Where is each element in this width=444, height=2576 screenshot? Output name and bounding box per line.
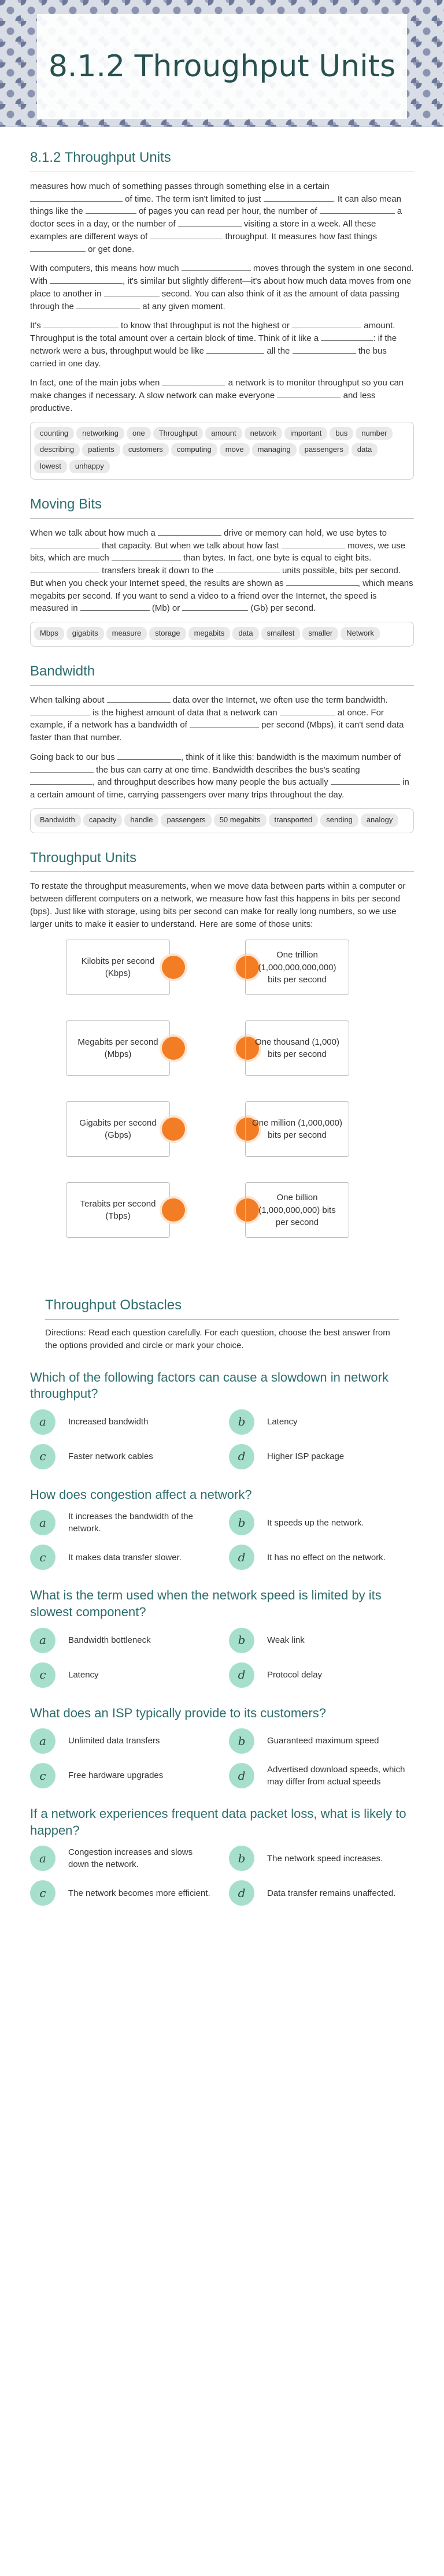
word-chip[interactable]: transported: [269, 814, 319, 827]
paragraph-text: When talking about: [30, 695, 107, 705]
paragraph-text: of time. The term isn't limited to just: [123, 194, 264, 204]
option-letter-badge[interactable]: c: [30, 1880, 56, 1906]
answer-blank[interactable]: [158, 528, 221, 536]
option-letter-badge[interactable]: a: [30, 1510, 56, 1535]
section-heading: Throughput Units: [30, 848, 414, 873]
answer-blank[interactable]: [293, 346, 356, 354]
quiz-section: [30, 1261, 414, 1923]
word-chip[interactable]: Mbps: [34, 627, 64, 640]
answer-blank[interactable]: [76, 301, 140, 309]
answer-options: [30, 1846, 414, 1906]
word-chip[interactable]: Throughput: [153, 427, 204, 440]
answer-blank[interactable]: [30, 777, 92, 785]
word-chip[interactable]: smallest: [261, 627, 301, 640]
answer-blank[interactable]: [216, 565, 280, 573]
option-letter-badge[interactable]: d: [229, 1444, 254, 1469]
answer-option[interactable]: [30, 1628, 215, 1653]
option-letter-badge[interactable]: a: [30, 1409, 56, 1435]
fill-paragraph: [30, 377, 414, 414]
paragraph-text: : if the network were a bus, throughput would be like: [30, 333, 397, 356]
word-chip[interactable]: patients: [82, 443, 120, 456]
answer-blank[interactable]: [320, 206, 395, 214]
word-chip[interactable]: computing: [171, 443, 217, 456]
answer-blank[interactable]: [50, 276, 123, 284]
word-chip[interactable]: capacity: [83, 814, 123, 827]
answer-option[interactable]: [229, 1728, 414, 1754]
answer-blank[interactable]: [286, 578, 358, 586]
paragraph-text: of pages you can read per hour, the number of: [136, 206, 320, 217]
answer-blank[interactable]: [80, 603, 150, 611]
answer-option[interactable]: [30, 1545, 215, 1570]
paragraph-text: measures how much of something passes through something else in a certain: [30, 181, 330, 191]
word-chip[interactable]: megabits: [188, 627, 231, 640]
answer-blank[interactable]: [30, 194, 123, 202]
paragraph-text: the bus can carry at one time. Bandwidth describes the bus's seating: [94, 764, 360, 775]
paragraph-text: With computers, this means how much: [30, 263, 182, 274]
word-chip[interactable]: network: [245, 427, 283, 440]
paragraph-text: (Mb) or: [149, 603, 183, 614]
answer-option[interactable]: [30, 1409, 215, 1435]
answer-option[interactable]: [30, 1728, 215, 1754]
question-text: What is the term used when the network speed is limited by its slowest component?: [30, 1588, 382, 1620]
paragraph-text: to know that throughput is not the highest or: [118, 321, 293, 331]
paragraph-text: and less productive.: [30, 391, 376, 413]
paragraph-text: throughput. It measures how fast things: [223, 231, 378, 242]
fill-paragraph: [30, 527, 414, 615]
option-text: It makes data transfer slower.: [68, 1552, 182, 1562]
option-letter-badge[interactable]: d: [229, 1662, 254, 1688]
option-text: Data transfer remains unaffected.: [267, 1888, 396, 1898]
answer-blank[interactable]: [178, 218, 242, 227]
fill-paragraph: [30, 262, 414, 313]
answer-blank[interactable]: [86, 206, 136, 214]
question: [30, 1487, 414, 1571]
answer-blank[interactable]: [331, 777, 400, 785]
option-letter-badge[interactable]: b: [229, 1628, 254, 1653]
word-bank: [30, 422, 414, 480]
answer-options: [30, 1409, 414, 1469]
answer-blank[interactable]: [30, 565, 99, 573]
option-text: Unlimited data transfers: [68, 1736, 160, 1746]
option-text: It speeds up the network.: [267, 1517, 364, 1528]
answer-blank[interactable]: [162, 377, 225, 385]
question-text: What does an ISP typically provide to its customers?: [30, 1705, 326, 1720]
option-text: It has no effect on the network.: [267, 1552, 386, 1562]
paragraph-text: data over the Internet, we often use the term bandwidth.: [170, 695, 388, 705]
word-chip[interactable]: Network: [341, 627, 380, 640]
word-chip[interactable]: passengers: [299, 443, 349, 456]
question-text: Which of the following factors can cause a slowdown in network throughput?: [30, 1369, 388, 1401]
answer-option[interactable]: [30, 1444, 215, 1469]
question: [30, 1806, 414, 1906]
paragraph-text: moves, we use bits, which are much: [30, 540, 406, 563]
option-letter-badge[interactable]: a: [30, 1846, 56, 1871]
question-list: [30, 1369, 414, 1906]
word-bank: [30, 622, 414, 647]
answer-option[interactable]: [229, 1846, 414, 1871]
option-text: Latency: [68, 1669, 99, 1680]
word-chip[interactable]: unhappy: [69, 460, 110, 473]
word-chip[interactable]: managing: [252, 443, 297, 456]
answer-option[interactable]: [229, 1510, 414, 1535]
word-chip[interactable]: number: [356, 427, 393, 440]
fill-paragraph: [30, 180, 414, 256]
option-text: Free hardware upgrades: [68, 1770, 164, 1781]
option-letter-badge[interactable]: c: [30, 1545, 56, 1570]
paragraph-text: the bus carried in one day.: [30, 346, 387, 369]
matching-activity: [30, 937, 414, 1261]
word-chip[interactable]: analogy: [361, 814, 399, 827]
paragraph-text: moves through the system in one second. With: [30, 263, 414, 287]
section-heading: Moving Bits: [30, 495, 414, 519]
answer-blank[interactable]: [30, 707, 90, 715]
word-chip[interactable]: passengers: [161, 814, 211, 827]
fill-paragraph: [30, 320, 414, 370]
question-text: How does congestion affect a network?: [30, 1487, 252, 1502]
match-right-item[interactable]: One million (1,000,000) bits per second: [245, 1101, 349, 1157]
option-text: Advertised download speeds, which may differ from actual speeds: [267, 1764, 405, 1787]
fill-paragraph: [30, 751, 414, 801]
paragraph-text: units possible, bits per second. But when you check your Internet speed, the results are shown as: [30, 566, 401, 588]
option-letter-badge[interactable]: b: [229, 1728, 254, 1754]
section-heading: Bandwidth: [30, 662, 414, 686]
option-text: Protocol delay: [267, 1669, 323, 1680]
paragraph-text: that capacity. But when we talk about how fast: [99, 540, 282, 551]
word-chip[interactable]: counting: [34, 427, 74, 440]
paragraph-text: (Gb) per second.: [248, 603, 316, 614]
paragraph-text: is the highest amount of data that a network can: [90, 707, 280, 718]
paragraph-text: , and throughput describes how many people the bus actually: [92, 777, 331, 788]
option-text: Higher ISP package: [267, 1452, 345, 1462]
answer-option[interactable]: [30, 1846, 215, 1871]
match-connector-dot[interactable]: [162, 1118, 185, 1141]
quiz-intro: [45, 1296, 399, 1352]
paragraph-text: It's: [30, 321, 43, 331]
quiz-directions: Directions: Read each question carefully. For each question, choose the best answer from the options provided and circle or mark your choice.: [45, 1328, 390, 1350]
option-text: Increased bandwidth: [68, 1417, 149, 1427]
match-left-item[interactable]: Terabits per second (Tbps): [66, 1182, 170, 1238]
word-chip[interactable]: one: [127, 427, 151, 440]
option-text: It increases the bandwidth of the network.: [68, 1511, 193, 1534]
content: [30, 127, 414, 1261]
word-chip[interactable]: amount: [205, 427, 242, 440]
answer-blank[interactable]: [190, 719, 259, 727]
match-connector-dot[interactable]: [162, 1198, 185, 1222]
question: [30, 1705, 414, 1789]
answer-blank[interactable]: [30, 764, 94, 773]
paragraph-text: in a certain amount of time, carrying passengers over many trips throughout the day.: [30, 777, 409, 800]
answer-blank[interactable]: [30, 244, 86, 252]
paragraph-text: a doctor sees in a day, or the number of: [30, 206, 402, 229]
answer-blank[interactable]: [104, 288, 160, 296]
word-chip[interactable]: networking: [76, 427, 124, 440]
paragraph-text: , it's similar but slightly different—it's about how much data moves from one place to another in: [30, 276, 412, 299]
answer-option[interactable]: [30, 1662, 215, 1688]
match-connector-dot[interactable]: [162, 956, 185, 979]
paragraph-text: transfers break it down to the: [99, 566, 216, 576]
answer-blank[interactable]: [150, 231, 223, 239]
option-text: Bandwidth bottleneck: [68, 1635, 151, 1645]
paragraph-text: or get done.: [86, 244, 135, 254]
answer-option[interactable]: [229, 1628, 414, 1653]
match-connector-dot[interactable]: [162, 1037, 185, 1060]
answer-blank[interactable]: [182, 603, 248, 611]
page-title: 8.1.2 Throughput Units: [48, 49, 396, 84]
answer-blank[interactable]: [117, 752, 181, 760]
word-chip[interactable]: lowest: [34, 460, 67, 473]
word-chip[interactable]: describing: [34, 443, 80, 456]
answer-blank[interactable]: [206, 346, 264, 354]
answer-option[interactable]: [229, 1409, 414, 1435]
word-chip[interactable]: storage: [149, 627, 186, 640]
match-left-item[interactable]: Megabits per second (Mbps): [66, 1020, 170, 1076]
answer-options: [30, 1510, 414, 1570]
paragraph-text: all the: [264, 346, 293, 356]
word-bank: [30, 808, 414, 833]
answer-blank[interactable]: [112, 552, 181, 561]
option-text: Faster network cables: [68, 1452, 153, 1462]
answer-option[interactable]: [229, 1763, 414, 1788]
word-chip[interactable]: measure: [106, 627, 147, 640]
option-text: Congestion increases and slows down the network.: [68, 1847, 193, 1870]
word-chip[interactable]: data: [232, 627, 258, 640]
question: [30, 1369, 414, 1469]
option-letter-badge[interactable]: c: [30, 1444, 56, 1469]
answer-options: [30, 1728, 414, 1788]
match-right-item[interactable]: One trillion (1,000,000,000,000) bits per second: [245, 940, 349, 995]
title-box: [37, 14, 407, 119]
word-chip[interactable]: data: [352, 443, 378, 456]
word-chip[interactable]: smaller: [302, 627, 338, 640]
section-intro: To restate the throughput measurements, when we move data between parts within a computer or between different computers on a network, we measure how fast this happens in bits per second (bps). Just like with storage, using bits per second can make for really long numbers, so we use larger units to make it easier to understand. Here are some of those units:: [30, 881, 406, 929]
word-chip[interactable]: customers: [123, 443, 169, 456]
option-text: Latency: [267, 1417, 298, 1427]
paragraph-text: at any given moment.: [140, 301, 225, 311]
answer-blank[interactable]: [30, 540, 99, 548]
answer-option[interactable]: [229, 1444, 414, 1469]
word-chip[interactable]: bus: [330, 427, 353, 440]
paragraph-text: second. You can also think of it as the amount of data passing through the: [30, 288, 399, 311]
paragraph-text: at once. For example, if a network has a bandwidth of: [30, 707, 384, 730]
option-text: Guaranteed maximum speed: [267, 1736, 379, 1746]
option-text: The network speed increases.: [267, 1853, 383, 1864]
option-letter-badge[interactable]: d: [229, 1880, 254, 1906]
option-letter-badge[interactable]: b: [229, 1409, 254, 1435]
option-letter-badge[interactable]: a: [30, 1628, 56, 1653]
paragraph-text: , think of it like this: bandwidth is the maximum number of: [180, 752, 401, 762]
answer-option[interactable]: [30, 1763, 215, 1788]
option-letter-badge[interactable]: c: [30, 1662, 56, 1688]
answer-blank[interactable]: [277, 390, 341, 398]
paragraph-text: amount. Throughput is the total amount over a certain block of time. Think of it like a: [30, 321, 395, 344]
answer-blank[interactable]: [264, 194, 333, 202]
quiz-heading: Throughput Obstacles: [45, 1296, 399, 1320]
word-chip[interactable]: important: [284, 427, 327, 440]
section-heading: 8.1.2 Throughput Units: [30, 148, 414, 172]
word-chip[interactable]: handle: [124, 814, 158, 827]
question-text: If a network experiences frequent data packet loss, what is likely to happen?: [30, 1806, 406, 1838]
paragraph-text: In fact, one of the main jobs when: [30, 378, 162, 388]
option-text: Weak link: [267, 1635, 305, 1645]
match-left-item[interactable]: Gigabits per second (Gbps): [66, 1101, 170, 1157]
word-chip[interactable]: gigabits: [66, 627, 104, 640]
option-letter-badge[interactable]: a: [30, 1728, 56, 1754]
answer-blank[interactable]: [321, 333, 373, 341]
option-letter-badge[interactable]: d: [229, 1545, 254, 1570]
match-left-item[interactable]: Kilobits per second (Kbps): [66, 940, 170, 995]
paragraph-text: Going back to our bus: [30, 752, 117, 762]
match-right-item[interactable]: One billion (1,000,000,000) bits per second: [245, 1182, 349, 1238]
question: [30, 1587, 414, 1687]
paragraph-text: When we talk about how much a: [30, 528, 158, 538]
match-right-item[interactable]: One thousand (1,000) bits per second: [245, 1020, 349, 1076]
answer-blank[interactable]: [292, 320, 361, 328]
word-chip[interactable]: Bandwidth: [34, 814, 81, 827]
answer-blank[interactable]: [43, 320, 119, 328]
paragraph-text: , which means megabits per second. If you want to send a video to a friend over the Internet, the speed is measured in: [30, 578, 413, 614]
answer-option[interactable]: [229, 1662, 414, 1688]
answer-options: [30, 1628, 414, 1688]
header-banner: [0, 0, 444, 127]
option-text: The network becomes more efficient.: [68, 1888, 210, 1898]
paragraph-text: visiting a store in a week. All these examples are different ways of: [30, 219, 376, 242]
paragraph-text: than bytes. In fact, one byte is equal to eight bits.: [180, 553, 372, 563]
option-letter-badge[interactable]: b: [229, 1846, 254, 1871]
paragraph-text: per second (Mbps), it can't send data faster than that number.: [30, 720, 404, 743]
option-letter-badge[interactable]: d: [229, 1763, 254, 1788]
answer-blank[interactable]: [182, 263, 251, 271]
word-chip[interactable]: move: [220, 443, 250, 456]
answer-option[interactable]: [229, 1880, 414, 1906]
paragraph-text: a network is to monitor throughput so you can make changes if necessary. A slow network can make everyone: [30, 378, 404, 401]
answer-blank[interactable]: [282, 540, 345, 548]
word-chip[interactable]: sending: [320, 814, 358, 827]
answer-option[interactable]: [229, 1545, 414, 1570]
paragraph-text: drive or memory can hold, we use bytes to: [221, 528, 387, 538]
paragraph-text: . It can also mean things like the: [30, 194, 401, 217]
option-letter-badge[interactable]: b: [229, 1510, 254, 1535]
word-chip[interactable]: 50 megabits: [214, 814, 267, 827]
answer-blank[interactable]: [107, 695, 171, 703]
fill-paragraph: [30, 694, 414, 744]
answer-blank[interactable]: [280, 707, 335, 715]
answer-option[interactable]: [30, 1880, 215, 1906]
option-letter-badge[interactable]: c: [30, 1763, 56, 1788]
answer-option[interactable]: [30, 1510, 215, 1535]
